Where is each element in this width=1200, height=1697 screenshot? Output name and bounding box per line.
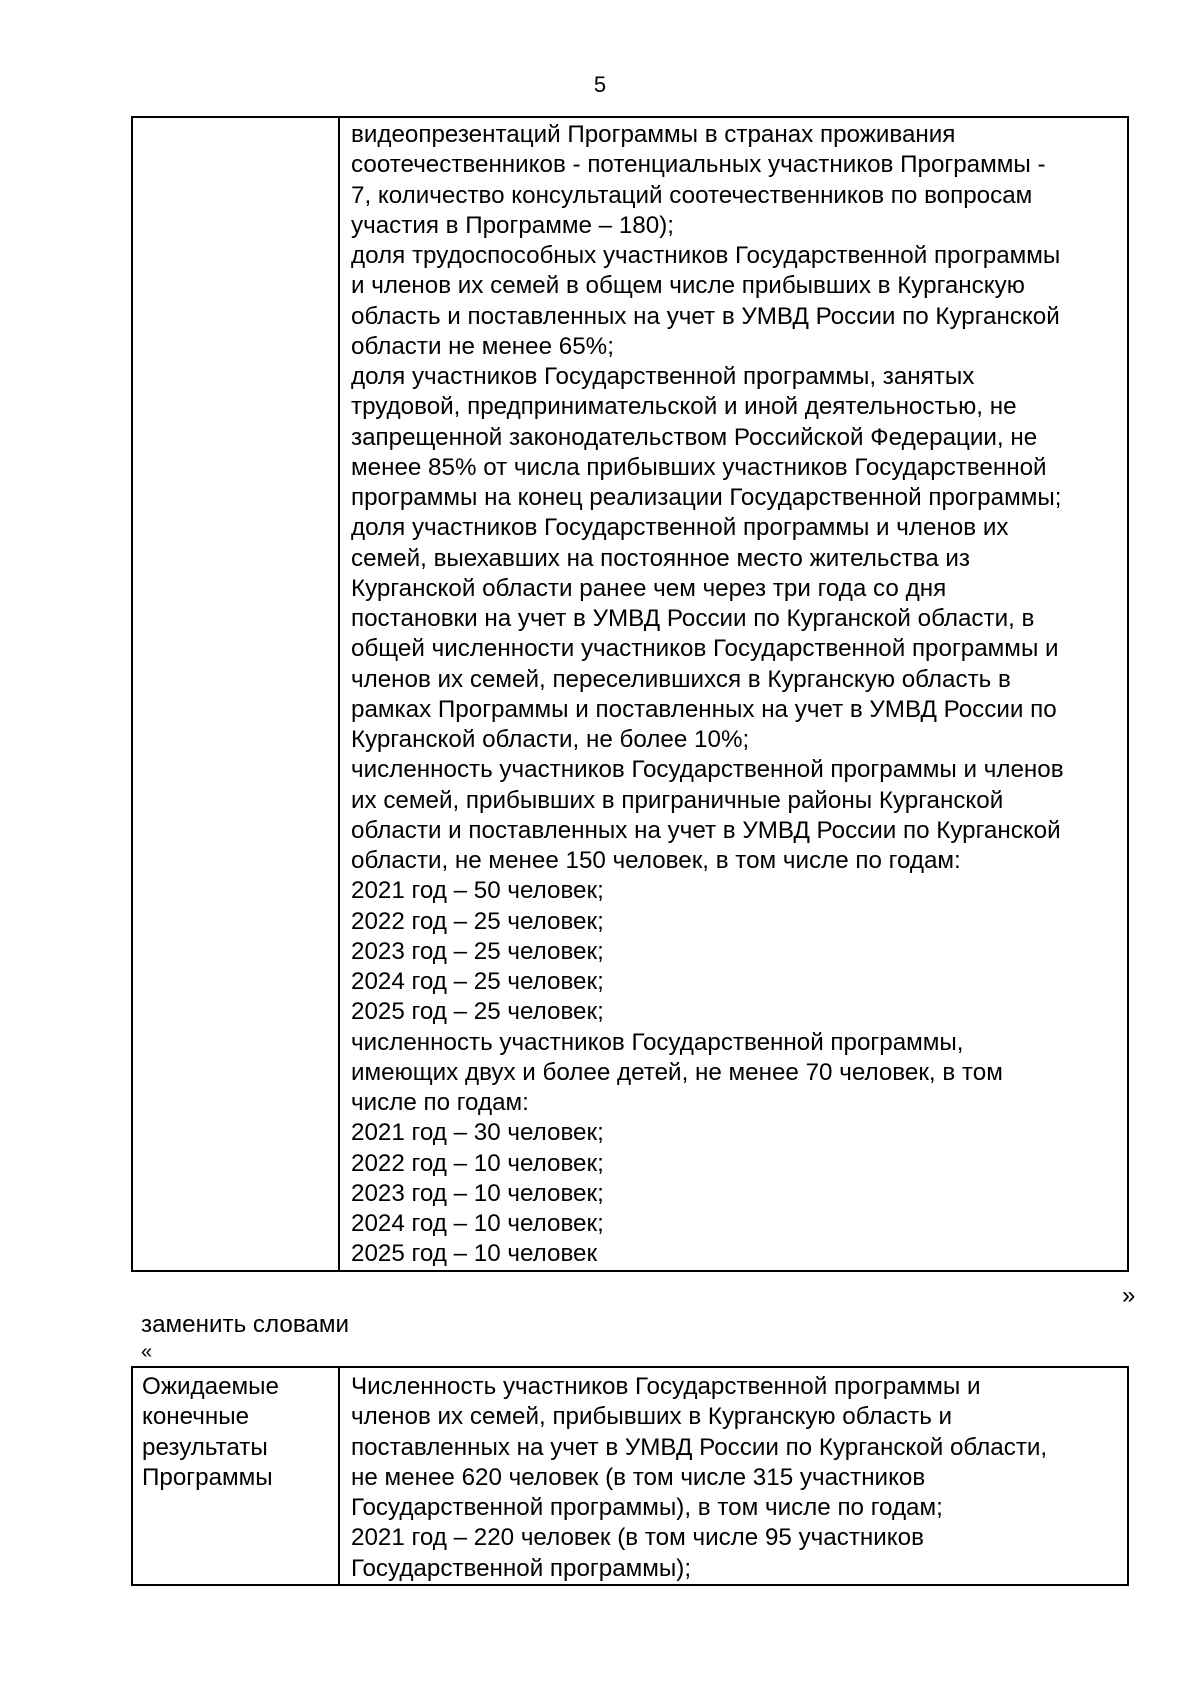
text-line: менее 85% от числа прибывших участников Государственной: [351, 453, 1047, 481]
text-line: участия в Программе – 180);: [351, 211, 674, 239]
table-1-lines: [351, 120, 1127, 1270]
closing-quote: »: [1122, 1282, 1136, 1309]
text-line: области не менее 65%;: [351, 332, 614, 360]
table-1-left-cell: [132, 117, 339, 1271]
replace-phrase: заменить словами: [141, 1311, 349, 1338]
table-row: [132, 117, 1128, 1271]
text-line: области, не менее 150 человек, в том числе по годам:: [351, 847, 961, 874]
table-2-right-lines: [351, 1372, 1127, 1584]
text-line: семей, выехавших на постоянное место жительства из: [351, 544, 970, 572]
text-line: 2021 год – 30 человек;: [351, 1119, 604, 1147]
text-line: доля трудоспособных участников Государственной программы: [351, 242, 1061, 269]
table-2-left-cell: [132, 1367, 339, 1585]
text-line: и членов их семей в общем числе прибывших в Курганскую: [351, 272, 1025, 300]
text-line: 7, количество консультаций соотечественников по вопросам: [351, 181, 1033, 209]
results-table-new: [131, 1366, 1129, 1586]
text-line: Государственной программы);: [351, 1554, 692, 1582]
text-line: членов их семей, прибывших в Курганскую область и: [351, 1403, 953, 1431]
text-line: трудовой, предпринимательской и иной деятельностью, не: [351, 393, 1017, 421]
text-line: членов их семей, переселившихся в Курганскую область в: [351, 665, 1011, 693]
text-line: доля участников Государственной программы, занятых: [351, 363, 975, 390]
text-line: конечные: [142, 1403, 250, 1431]
text-line: поставленных на учет в УМВД России по Курганской области,: [351, 1433, 1048, 1461]
text-line: Курганской области, не более 10%;: [351, 726, 750, 753]
text-line: Курганской области ранее чем через три года со дня: [351, 574, 947, 602]
table-2-right-cell: [339, 1367, 1128, 1585]
text-line: Ожидаемые: [142, 1373, 279, 1400]
text-line: 2022 год – 25 человек;: [351, 907, 604, 935]
results-table-old: [131, 116, 1129, 1272]
text-line: 2022 год – 10 человек;: [351, 1149, 604, 1177]
table-1-right-cell: [339, 117, 1128, 1271]
text-line: рамках Программы и поставленных на учет в УМВД России по: [351, 695, 1057, 723]
text-line: Государственной программы), в том числе по годам;: [351, 1494, 943, 1521]
text-line: не менее 620 человек (в том числе 315 участников: [351, 1463, 926, 1491]
text-line: 2024 год – 10 человек;: [351, 1210, 604, 1237]
text-line: общей численности участников Государственной программы и: [351, 635, 1059, 663]
text-line: результаты: [142, 1433, 268, 1461]
text-line: числе по годам:: [351, 1089, 529, 1116]
text-line: 2023 год – 10 человек;: [351, 1179, 604, 1207]
table-2-left-lines: [142, 1372, 338, 1493]
table-row: [132, 1367, 1128, 1585]
text-line: соотечественников - потенциальных участников Программы -: [351, 151, 1046, 179]
opening-quote: «: [141, 1341, 153, 1363]
text-line: 2025 год – 25 человек;: [351, 998, 604, 1026]
text-line: Численность участников Государственной программы и: [351, 1373, 981, 1400]
text-line: видеопрезентаций Программы в странах проживания: [351, 121, 956, 148]
text-line: запрещенной законодательством Российской Федерации, не: [351, 423, 1038, 451]
page-number: 5: [593, 72, 607, 97]
text-line: область и поставленных на учет в УМВД России по Курганской: [351, 302, 1060, 330]
text-line: 2021 год – 50 человек;: [351, 877, 604, 905]
text-line: постановки на учет в УМВД России по Курганской области, в: [351, 605, 1035, 632]
text-line: 2024 год – 25 человек;: [351, 968, 604, 995]
text-line: 2021 год – 220 человек (в том числе 95 участников: [351, 1524, 924, 1552]
text-line: программы на конец реализации Государственной программы;: [351, 484, 1062, 511]
text-line: их семей, прибывших в приграничные районы Курганской: [351, 786, 1004, 814]
text-line: области и поставленных на учет в УМВД России по Курганской: [351, 816, 1061, 844]
text-line: доля участников Государственной программы и членов их: [351, 514, 1009, 542]
text-line: 2025 год – 10 человек: [351, 1240, 598, 1268]
text-line: численность участников Государственной программы,: [351, 1028, 964, 1056]
text-line: 2023 год – 25 человек;: [351, 937, 604, 965]
text-line: Программы: [142, 1463, 273, 1491]
text-line: численность участников Государственной программы и членов: [351, 756, 1064, 784]
text-line: имеющих двух и более детей, не менее 70 человек, в том: [351, 1058, 1003, 1086]
